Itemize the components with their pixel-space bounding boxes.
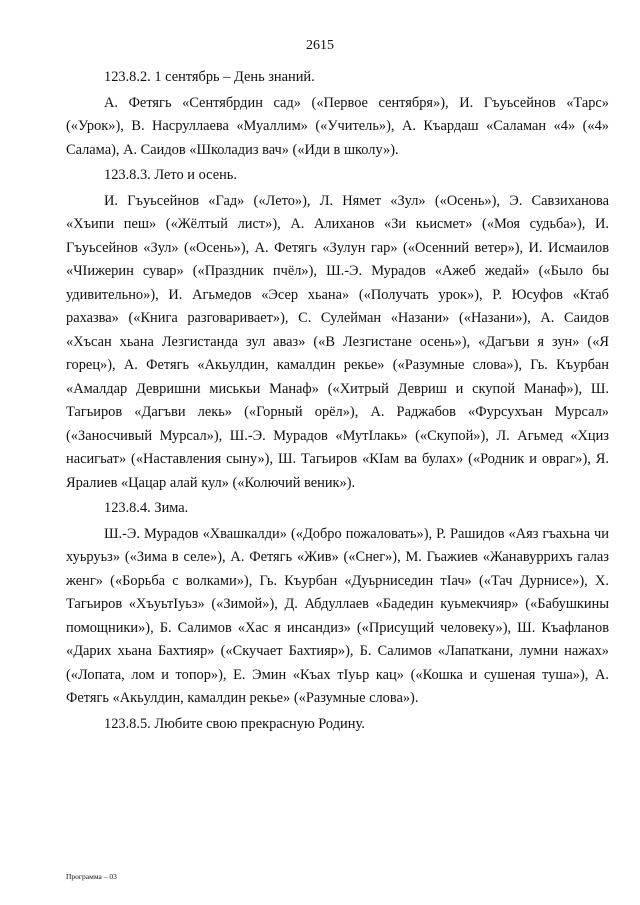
- document-body: [66, 66, 609, 738]
- page-footer: Программа – 03: [66, 872, 117, 881]
- page-number: 2615: [306, 38, 334, 53]
- section-paragraph: И. Гъуьсейнов «Гад» («Лето»), Л. Нямет «Зул» («Осень»), Э. Савзиханова «Хъипи пеш» («Жёлтый лист»), А. Алиханов «Зи кьисмет» («Моя судьба»), И. Гъуьсейнов «Зул» («Осень»), А. Фетягь «Зулун гар» («Осенний ветер»), И. Исмаилов «ЧIижерин сувар» («Праздник пчёл»), Ш.-Э. Мурадов «Ажеб жедай» («Было бы удивительно»), И. Агьмедов «Эсер хьана» («Получать урок»), Р. Юсуфов «Ктаб рахазва» («Книга разговаривает»), С. Сулейман «Назани» («Назани»), А. Саидов «Хъсан хьана Лезгистанда зул аваз» («В Лезгистане осень»), «Дагъви я зун» («Я горец»), А. Фетягь «Акьулдин, камалдин рекье» («Разумные слова»), Гь. Къурбан «Амалдар Девришни миськьи Манаф» («Хитрый Девриш и скупой Манаф»), Ш. Тагьиров «Дагъви лекь» («Горный орёл»), А. Раджабов «Фурсухъан Мурсал» («Заносчивый Мурсал»), Ш.-Э. Мурадов «МутIлакь» («Скупой»), Л. Агьмед «Хциз насигьат» («Наставления сыну»), Ш. Тагьиров «КIам ва булах» («Родник и овраг»), Я. Яралиев «Цацар алай кул» («Колючий веник»).: [66, 192, 609, 491]
- section-heading: 123.8.4. Зима.: [104, 500, 189, 516]
- section-paragraph: Ш.-Э. Мурадов «Хвашкалди» («Добро пожаловать»), Р. Рашидов «Аяз гъахьна чи хуьруьз» («Зима в селе»), А. Фетягь «Жив» («Снег»), М. Гьажиев «Жанавуррихъ галаз женг» («Борьба с волками»), Гь. Къурбан «Дуьрниседин тIач» («Тач Дурнисе»), Х. Тагьиров «ХъуьтIуьз» («Зимой»), Д. Абдуллаев «Бадедин куьмекчияр» («Бабушкины помощники»), Б. Салимов «Хас я инсандиз» («Присущий человеку»), Ш. Къафланов «Дарих хьана Бахтияр» («Скучает Бахтияр»), Б. Салимов «Лапаткани, лумни нажах» («Лопата, лом и топор»), Е. Эмин «Къах тIуьр кац» («Кошка и сушеная туша»), А. Фетягь «Акьулдин, камалдин рекье» («Разумные слова»).: [66, 525, 609, 706]
- section-heading: 123.8.2. 1 сентябрь – День знаний.: [104, 69, 315, 85]
- section-paragraph: А. Фетягь «Сентябрдин сад» («Первое сентября»), И. Гъуьсейнов «Тарс» («Урок»), В. Насруллаева «Муаллим» («Учитель»), А. Къардаш «Саламан «4» («4» Салама), А. Саидов «Школадиз вач» («Иди в школу»).: [66, 94, 609, 158]
- section-heading: 123.8.3. Лето и осень.: [104, 167, 237, 183]
- section-heading: 123.8.5. Любите свою прекрасную Родину.: [104, 715, 365, 732]
